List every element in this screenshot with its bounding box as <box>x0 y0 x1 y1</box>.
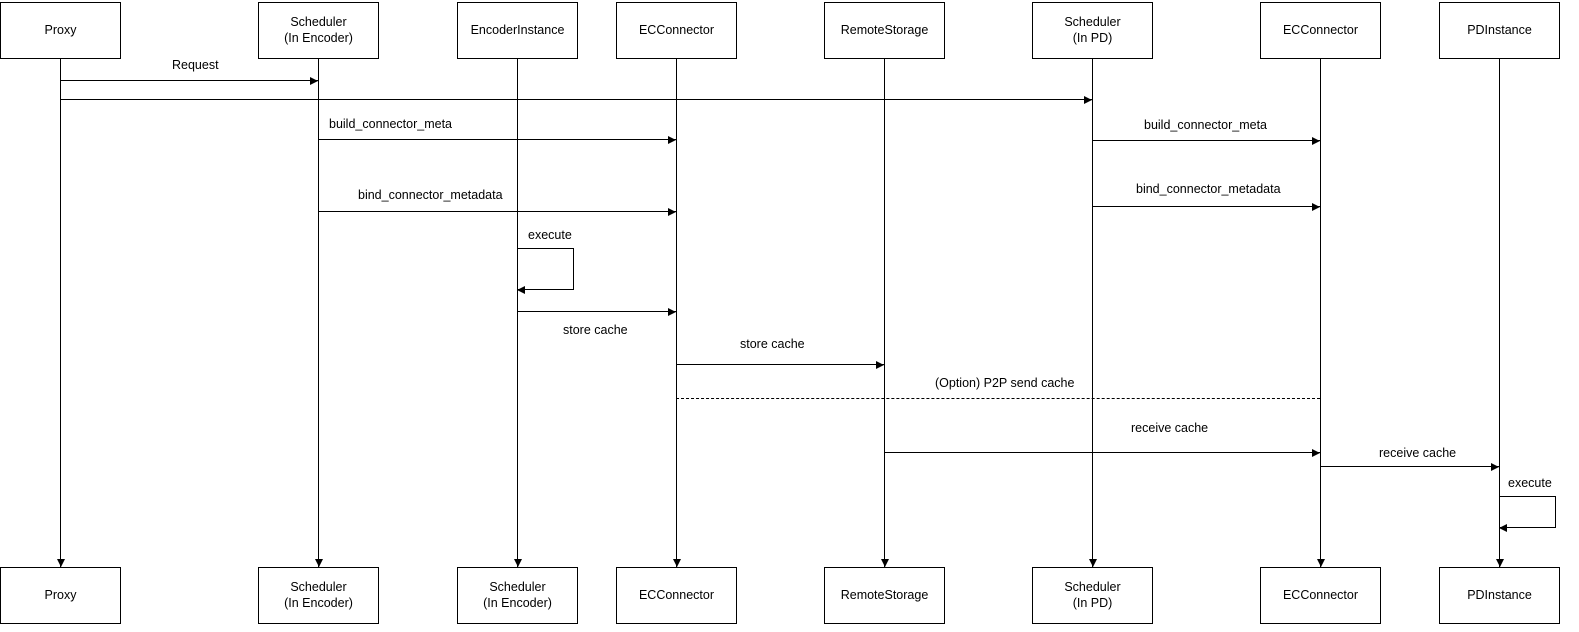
message-line-9 <box>676 398 1320 399</box>
participant-bottom-ecconnector_pd: ECConnector <box>1260 567 1381 624</box>
lifeline-scheduler_pd <box>1092 59 1093 567</box>
participant-top-scheduler_encoder: Scheduler (In Encoder) <box>258 2 379 59</box>
self-call-6 <box>517 248 574 290</box>
message-arrowhead-11 <box>1491 463 1499 471</box>
participant-bottom-scheduler_encoder: Scheduler (In Encoder) <box>258 567 379 624</box>
lifeline-arrowhead-remote_storage <box>881 559 889 567</box>
message-line-2 <box>318 139 676 140</box>
message-arrowhead-5 <box>1312 203 1320 211</box>
message-arrowhead-0 <box>310 77 318 85</box>
participant-top-encoder_instance: EncoderInstance <box>457 2 578 59</box>
message-line-10 <box>884 452 1320 453</box>
lifeline-arrowhead-proxy <box>57 559 65 567</box>
message-label-11: receive cache <box>1379 446 1457 460</box>
message-label-12: execute <box>1508 476 1552 490</box>
message-label-6: execute <box>528 228 572 242</box>
participant-bottom-remote_storage: RemoteStorage <box>824 567 945 624</box>
message-label-9: (Option) P2P send cache <box>935 376 1075 390</box>
lifeline-proxy <box>60 59 61 567</box>
lifeline-remote_storage <box>884 59 885 567</box>
message-label-4: bind_connector_metadata <box>358 188 503 202</box>
message-line-11 <box>1320 466 1499 467</box>
participant-bottom-encoder_instance: Scheduler (In Encoder) <box>457 567 578 624</box>
self-call-arrowhead-12 <box>1499 524 1507 532</box>
lifeline-pd_instance <box>1499 59 1500 567</box>
participant-top-ecconnector_pd: ECConnector <box>1260 2 1381 59</box>
message-line-0 <box>60 80 318 81</box>
participant-bottom-proxy: Proxy <box>0 567 121 624</box>
lifeline-arrowhead-scheduler_encoder <box>315 559 323 567</box>
message-arrowhead-10 <box>1312 449 1320 457</box>
message-line-8 <box>676 364 884 365</box>
participant-top-ecconnector_enc: ECConnector <box>616 2 737 59</box>
message-arrowhead-7 <box>668 308 676 316</box>
lifeline-encoder_instance <box>517 59 518 567</box>
message-line-7 <box>517 311 676 312</box>
message-arrowhead-2 <box>668 136 676 144</box>
message-line-4 <box>318 211 676 212</box>
participant-top-pd_instance: PDInstance <box>1439 2 1560 59</box>
message-arrowhead-3 <box>1312 137 1320 145</box>
message-label-8: store cache <box>740 337 805 351</box>
lifeline-scheduler_encoder <box>318 59 319 567</box>
message-line-1 <box>60 99 1092 100</box>
participant-bottom-pd_instance: PDInstance <box>1439 567 1560 624</box>
message-label-5: bind_connector_metadata <box>1136 182 1281 196</box>
message-label-10: receive cache <box>1131 421 1209 435</box>
lifeline-arrowhead-scheduler_pd <box>1089 559 1097 567</box>
message-arrowhead-4 <box>668 208 676 216</box>
message-label-2: build_connector_meta <box>329 117 452 131</box>
participant-bottom-scheduler_pd: Scheduler (In PD) <box>1032 567 1153 624</box>
lifeline-ecconnector_enc <box>676 59 677 567</box>
message-label-0: Request <box>172 58 219 72</box>
lifeline-arrowhead-ecconnector_enc <box>673 559 681 567</box>
message-label-7: store cache <box>563 323 628 337</box>
lifeline-ecconnector_pd <box>1320 59 1321 567</box>
participant-top-proxy: Proxy <box>0 2 121 59</box>
participant-top-scheduler_pd: Scheduler (In PD) <box>1032 2 1153 59</box>
lifeline-arrowhead-pd_instance <box>1496 559 1504 567</box>
participant-top-remote_storage: RemoteStorage <box>824 2 945 59</box>
message-arrowhead-1 <box>1084 96 1092 104</box>
lifeline-arrowhead-ecconnector_pd <box>1317 559 1325 567</box>
participant-bottom-ecconnector_enc: ECConnector <box>616 567 737 624</box>
lifeline-arrowhead-encoder_instance <box>514 559 522 567</box>
message-line-5 <box>1092 206 1320 207</box>
message-line-3 <box>1092 140 1320 141</box>
self-call-arrowhead-6 <box>517 286 525 294</box>
message-arrowhead-8 <box>876 361 884 369</box>
self-call-12 <box>1499 496 1556 528</box>
message-label-3: build_connector_meta <box>1144 118 1267 132</box>
